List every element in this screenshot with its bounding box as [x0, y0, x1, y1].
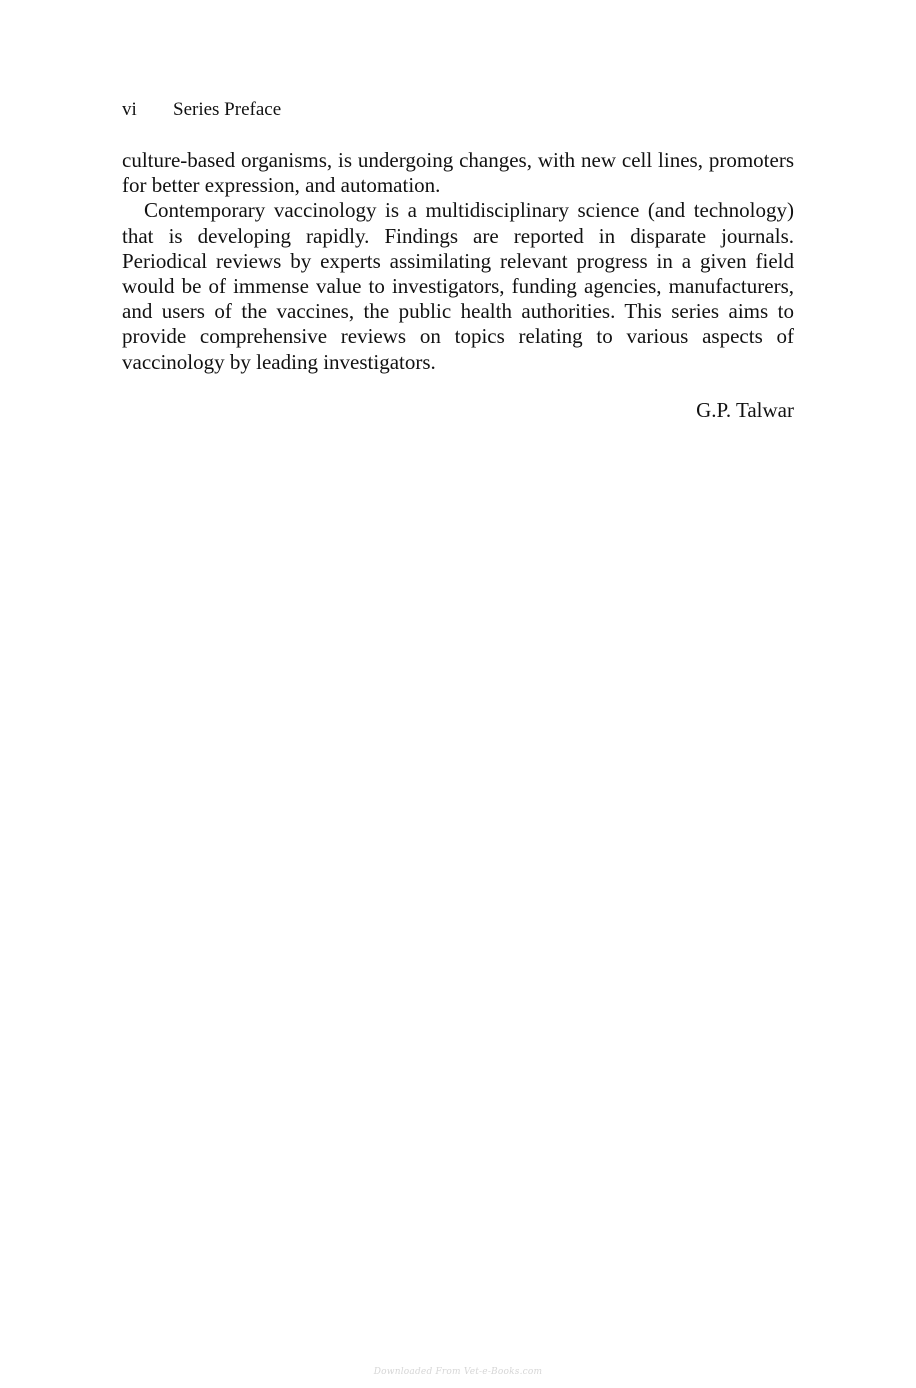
- body-text: [122, 148, 794, 375]
- page-number: vi: [122, 99, 137, 120]
- paragraph-continuation: culture-based organisms, is undergoing changes, with new cell lines, promoters for better expression, and automation.: [122, 148, 794, 198]
- author-signature: G.P. Talwar: [696, 398, 794, 422]
- paragraph: Contemporary vaccinology is a multidisciplinary science (and technology) that is developing rapidly. Findings are reported in disparate journals. Periodical reviews by experts assimilating relevant progress in a given field would be of immense value to investigators, funding agencies, manufacturers, and users of the vaccines, the public health authorities. This series aims to provide comprehensive reviews on topics relating to various aspects of vaccinology by leading investigators.: [122, 198, 794, 374]
- running-header: [122, 98, 281, 122]
- download-watermark: Downloaded From Vet-e-Books.com: [373, 1367, 543, 1377]
- running-title: Series Preface: [173, 99, 282, 120]
